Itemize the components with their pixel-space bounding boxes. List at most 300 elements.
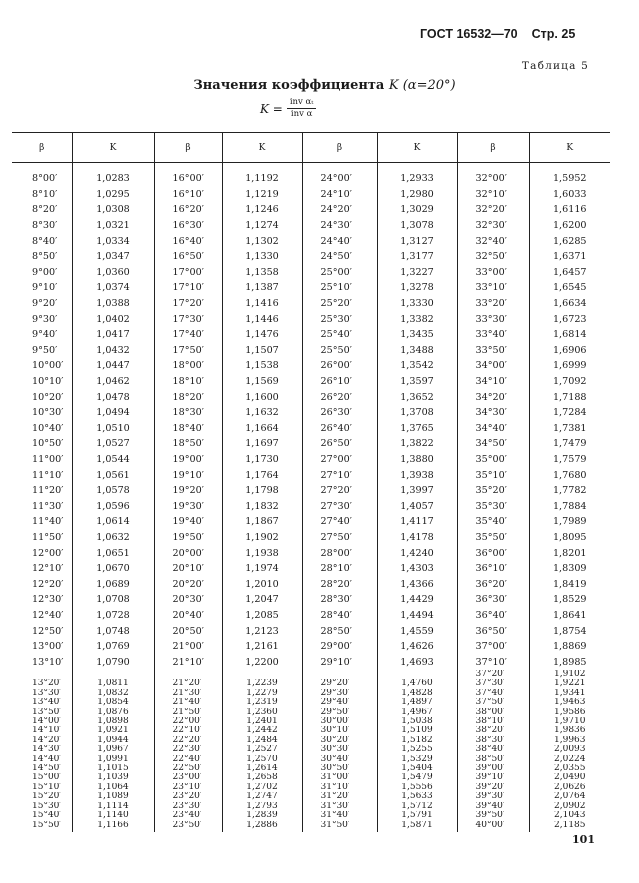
- beta-cell: 12°10′: [32, 563, 64, 575]
- table-row: [12, 530, 610, 546]
- table-row: [12, 421, 610, 437]
- k-value-cell: 1,3542: [377, 358, 457, 374]
- k-value-cell: 1,0708: [72, 592, 154, 608]
- table-row: [12, 623, 610, 639]
- formula: [260, 97, 316, 120]
- beta-cell: 18°40′: [154, 421, 222, 437]
- k-value-cell: 1,1274: [222, 218, 302, 234]
- k-value-cell: 1,6545: [529, 280, 610, 296]
- k-value-cell: 1,3488: [377, 343, 457, 359]
- beta-cell: 11°50′: [32, 531, 64, 543]
- column-header-beta: β: [154, 133, 222, 163]
- k-value-cell: 1,6634: [529, 296, 610, 312]
- beta-cell: 19°00′: [154, 452, 222, 468]
- k-value-cell: 1,0283: [72, 163, 154, 187]
- beta-cell: 10°20′: [32, 391, 64, 403]
- k-value-cell: 1,1764: [222, 467, 302, 483]
- k-value-cell: 1,2980: [377, 187, 457, 203]
- k-value-cell: 1,5038: [377, 717, 457, 726]
- k-value-cell: 1,0578: [72, 483, 154, 499]
- k-value-cell: 2,0902: [529, 802, 610, 811]
- k-value-cell: 1,7782: [529, 483, 610, 499]
- k-value-cell: 1,3652: [377, 389, 457, 405]
- beta-cell: 21°20′: [154, 679, 222, 688]
- beta-cell: 24°20′: [302, 202, 377, 218]
- k-value-cell: 1,6999: [529, 358, 610, 374]
- table-row: [12, 374, 610, 390]
- k-value-cell: 1,3227: [377, 265, 457, 281]
- k-value-cell: 1,0898: [72, 717, 154, 726]
- beta-cell: 8°00′: [32, 173, 58, 185]
- k-value-cell: 1,2614: [222, 764, 302, 773]
- table-row: [12, 689, 610, 698]
- k-value-cell: 1,0544: [72, 452, 154, 468]
- beta-cell: 23°10′: [154, 783, 222, 792]
- page-header: [420, 27, 575, 41]
- table-row: [12, 233, 610, 249]
- table-row: [12, 389, 610, 405]
- k-value-cell: 1,4494: [377, 608, 457, 624]
- beta-cell: 39°40′: [457, 802, 529, 811]
- k-value-cell: 1,2085: [222, 608, 302, 624]
- table-row: [12, 802, 610, 811]
- k-value-cell: 2,1185: [529, 821, 610, 832]
- k-value-cell: 1,2200: [222, 654, 302, 670]
- beta-cell: 34°20′: [457, 389, 529, 405]
- k-value-cell: 1,1938: [222, 545, 302, 561]
- k-value-cell: 1,1446: [222, 311, 302, 327]
- beta-cell: 25°50′: [302, 343, 377, 359]
- beta-cell: 22°40′: [154, 755, 222, 764]
- table-row: [12, 726, 610, 735]
- column-header-k: K: [72, 133, 154, 163]
- beta-cell: 32°50′: [457, 249, 529, 265]
- k-value-cell: 1,3880: [377, 452, 457, 468]
- beta-cell: 32°00′: [457, 163, 529, 187]
- beta-cell: 15°10′: [32, 782, 62, 792]
- k-value-cell: 1,0748: [72, 623, 154, 639]
- beta-cell: 28°10′: [302, 561, 377, 577]
- table-row: [12, 280, 610, 296]
- k-value-cell: 1,5871: [377, 821, 457, 832]
- k-value-cell: 1,0651: [72, 545, 154, 561]
- beta-cell: 17°40′: [154, 327, 222, 343]
- k-value-cell: 1,6116: [529, 202, 610, 218]
- beta-cell: 32°10′: [457, 187, 529, 203]
- beta-cell: 39°30′: [457, 792, 529, 801]
- k-value-cell: 1,0447: [72, 358, 154, 374]
- beta-cell: 40°00′: [457, 821, 529, 832]
- column-header-beta: β: [12, 133, 72, 163]
- beta-cell: 28°30′: [302, 592, 377, 608]
- k-value-cell: 1,3708: [377, 405, 457, 421]
- beta-cell: 38°30′: [457, 736, 529, 745]
- beta-cell: 16°40′: [154, 233, 222, 249]
- k-value-cell: 1,1358: [222, 265, 302, 281]
- beta-cell: 22°00′: [154, 717, 222, 726]
- beta-cell: 17°20′: [154, 296, 222, 312]
- beta-cell: 25°30′: [302, 311, 377, 327]
- k-value-cell: 1,0347: [72, 249, 154, 265]
- beta-cell: [12, 670, 72, 679]
- k-value-cell: 1,5479: [377, 773, 457, 782]
- beta-cell: 18°20′: [154, 389, 222, 405]
- beta-cell: 26°30′: [302, 405, 377, 421]
- table-row: [12, 792, 610, 801]
- k-value-cell: 1,1600: [222, 389, 302, 405]
- k-value-cell: 1,0308: [72, 202, 154, 218]
- beta-cell: 14°40′: [32, 754, 62, 764]
- k-value-cell: 1,1569: [222, 374, 302, 390]
- k-value-cell: 1,4693: [377, 654, 457, 670]
- k-value-cell: 1,1114: [72, 802, 154, 811]
- beta-cell: 32°40′: [457, 233, 529, 249]
- table-title: [0, 78, 639, 93]
- k-value-cell: 1,7188: [529, 389, 610, 405]
- k-value-cell: 1,4760: [377, 679, 457, 688]
- beta-cell: 38°20′: [457, 726, 529, 735]
- table-header-row: [12, 133, 610, 163]
- k-value-cell: 2,0355: [529, 764, 610, 773]
- k-value-cell: 1,0360: [72, 265, 154, 281]
- k-value-cell: 1,8754: [529, 623, 610, 639]
- k-value-cell: 1,2123: [222, 623, 302, 639]
- k-value-cell: [222, 670, 302, 679]
- k-value-cell: 1,1302: [222, 233, 302, 249]
- k-value-cell: 1,3029: [377, 202, 457, 218]
- k-value-cell: 1,1192: [222, 163, 302, 187]
- k-value-cell: 1,5556: [377, 783, 457, 792]
- beta-cell: 15°00′: [32, 773, 62, 783]
- beta-cell: 27°00′: [302, 452, 377, 468]
- k-value-cell: 1,2047: [222, 592, 302, 608]
- k-value-cell: 1,7284: [529, 405, 610, 421]
- beta-cell: 31°20′: [302, 792, 377, 801]
- k-value-cell: 1,1140: [72, 811, 154, 820]
- k-value-cell: 1,5712: [377, 802, 457, 811]
- table-row: [12, 639, 610, 655]
- k-value-cell: 1,2839: [222, 811, 302, 820]
- k-value-cell: 1,0921: [72, 726, 154, 735]
- beta-cell: 13°30′: [32, 688, 62, 698]
- k-value-cell: 1,1387: [222, 280, 302, 296]
- beta-cell: 17°50′: [154, 343, 222, 359]
- beta-cell: 37°00′: [457, 639, 529, 655]
- column-header-beta: β: [302, 133, 377, 163]
- table-row: [12, 358, 610, 374]
- k-value-cell: 1,1039: [72, 773, 154, 782]
- table-row: [12, 811, 610, 820]
- beta-cell: 23°40′: [154, 811, 222, 820]
- table-row: [12, 670, 610, 679]
- k-value-cell: 1,1538: [222, 358, 302, 374]
- k-value-cell: 1,0944: [72, 736, 154, 745]
- table-row: [12, 343, 610, 359]
- k-value-cell: 1,5329: [377, 755, 457, 764]
- formula-fraction: [287, 97, 317, 120]
- beta-cell: 15°40′: [32, 811, 62, 821]
- beta-cell: 36°30′: [457, 592, 529, 608]
- table-row: [12, 773, 610, 782]
- beta-cell: 39°20′: [457, 783, 529, 792]
- k-value-cell: 1,4967: [377, 708, 457, 717]
- beta-cell: 29°30′: [302, 689, 377, 698]
- k-value-cell: 1,5952: [529, 163, 610, 187]
- k-value-cell: 1,7479: [529, 436, 610, 452]
- beta-cell: 37°40′: [457, 689, 529, 698]
- table-row: [12, 783, 610, 792]
- beta-cell: 31°00′: [302, 773, 377, 782]
- k-value-cell: 1,6200: [529, 218, 610, 234]
- table-row: [12, 679, 610, 688]
- k-value-cell: 1,5182: [377, 736, 457, 745]
- beta-cell: 20°30′: [154, 592, 222, 608]
- table-row: [12, 163, 610, 187]
- beta-cell: 12°20′: [32, 578, 64, 590]
- beta-cell: 35°10′: [457, 467, 529, 483]
- beta-cell: 39°10′: [457, 773, 529, 782]
- k-value-cell: 1,0494: [72, 405, 154, 421]
- k-value-cell: 1,2161: [222, 639, 302, 655]
- k-value-cell: 1,2279: [222, 689, 302, 698]
- beta-cell: 13°20′: [32, 679, 62, 689]
- k-value-cell: 1,0388: [72, 296, 154, 312]
- k-value-cell: 1,2527: [222, 745, 302, 754]
- table-label: Таблица 5: [521, 60, 589, 72]
- k-value-cell: 1,4057: [377, 498, 457, 514]
- table-row: [12, 592, 610, 608]
- page-number: 101: [572, 833, 595, 846]
- beta-cell: 33°00′: [457, 265, 529, 281]
- beta-cell: 18°10′: [154, 374, 222, 390]
- k-value-cell: 1,3127: [377, 233, 457, 249]
- k-value-cell: 1,1867: [222, 514, 302, 530]
- beta-cell: 25°00′: [302, 265, 377, 281]
- k-value-cell: 1,3597: [377, 374, 457, 390]
- table-row: [12, 698, 610, 707]
- beta-cell: 18°30′: [154, 405, 222, 421]
- beta-cell: 20°10′: [154, 561, 222, 577]
- k-value-cell: 1,1064: [72, 783, 154, 792]
- beta-cell: 30°30′: [302, 745, 377, 754]
- k-value-cell: 1,0462: [72, 374, 154, 390]
- k-value-cell: 1,8529: [529, 592, 610, 608]
- beta-cell: 34°50′: [457, 436, 529, 452]
- standard-code: ГОСТ 16532—70: [420, 27, 518, 41]
- k-value-cell: 1,2010: [222, 576, 302, 592]
- k-value-cell: 1,7381: [529, 421, 610, 437]
- beta-cell: 21°40′: [154, 698, 222, 707]
- k-value-cell: 1,3078: [377, 218, 457, 234]
- beta-cell: 29°40′: [302, 698, 377, 707]
- beta-cell: 24°50′: [302, 249, 377, 265]
- beta-cell: 37°30′: [457, 679, 529, 688]
- beta-cell: 11°30′: [32, 500, 64, 512]
- table-row: [12, 514, 610, 530]
- beta-cell: 8°40′: [32, 235, 58, 247]
- beta-cell: 8°10′: [32, 188, 58, 200]
- beta-cell: 26°20′: [302, 389, 377, 405]
- beta-cell: 35°00′: [457, 452, 529, 468]
- k-value-cell: 1,3997: [377, 483, 457, 499]
- beta-cell: 13°50′: [32, 707, 62, 717]
- k-value-cell: 1,4429: [377, 592, 457, 608]
- page-label: Стр. 25: [531, 27, 576, 41]
- beta-cell: 36°20′: [457, 576, 529, 592]
- k-value-cell: 1,0417: [72, 327, 154, 343]
- beta-cell: 11°10′: [32, 469, 64, 481]
- beta-cell: 29°00′: [302, 639, 377, 655]
- beta-cell: 25°10′: [302, 280, 377, 296]
- k-value-cell: 1,2570: [222, 755, 302, 764]
- beta-cell: 16°30′: [154, 218, 222, 234]
- beta-cell: 28°40′: [302, 608, 377, 624]
- beta-cell: 8°50′: [32, 251, 58, 263]
- k-value-cell: 1,0689: [72, 576, 154, 592]
- k-value-cell: 1,6285: [529, 233, 610, 249]
- k-value-cell: 1,8201: [529, 545, 610, 561]
- k-value-cell: 1,9836: [529, 726, 610, 735]
- k-value-cell: 1,5109: [377, 726, 457, 735]
- beta-cell: 14°30′: [32, 745, 62, 755]
- formula-lhs: K =: [260, 101, 283, 116]
- beta-cell: 26°10′: [302, 374, 377, 390]
- beta-cell: 35°50′: [457, 530, 529, 546]
- beta-cell: 32°30′: [457, 218, 529, 234]
- table-row: [12, 821, 610, 832]
- beta-cell: 12°50′: [32, 625, 64, 637]
- k-value-cell: [377, 670, 457, 679]
- beta-cell: 29°50′: [302, 708, 377, 717]
- beta-cell: 24°00′: [302, 163, 377, 187]
- k-value-cell: 1,2319: [222, 698, 302, 707]
- k-value-cell: 1,1166: [72, 821, 154, 832]
- k-value-cell: 1,0670: [72, 561, 154, 577]
- beta-cell: 15°50′: [32, 820, 62, 830]
- k-value-cell: 1,0510: [72, 421, 154, 437]
- k-value-cell: 1,3330: [377, 296, 457, 312]
- k-value-cell: 1,4178: [377, 530, 457, 546]
- beta-cell: 9°00′: [32, 266, 58, 278]
- k-value-cell: 1,4117: [377, 514, 457, 530]
- beta-cell: 11°20′: [32, 485, 64, 497]
- k-value-cell: 1,0432: [72, 343, 154, 359]
- beta-cell: 35°30′: [457, 498, 529, 514]
- beta-cell: 33°10′: [457, 280, 529, 296]
- table-row: [12, 483, 610, 499]
- beta-cell: 9°20′: [32, 298, 58, 310]
- k-value-cell: 1,7092: [529, 374, 610, 390]
- table-row: [12, 202, 610, 218]
- k-value-cell: 1,2886: [222, 821, 302, 832]
- k-value-cell: 1,0614: [72, 514, 154, 530]
- table-row: [12, 745, 610, 754]
- beta-cell: 37°10′: [457, 654, 529, 670]
- beta-cell: 14°10′: [32, 726, 62, 736]
- beta-cell: 20°00′: [154, 545, 222, 561]
- k-value-cell: 1,0876: [72, 708, 154, 717]
- beta-cell: 38°50′: [457, 755, 529, 764]
- beta-cell: 21°30′: [154, 689, 222, 698]
- column-header-k: K: [377, 133, 457, 163]
- beta-cell: 14°20′: [32, 735, 62, 745]
- k-value-cell: 1,2360: [222, 708, 302, 717]
- beta-cell: 37°50′: [457, 698, 529, 707]
- k-value-cell: 1,0374: [72, 280, 154, 296]
- beta-cell: 32°20′: [457, 202, 529, 218]
- beta-cell: 31°10′: [302, 783, 377, 792]
- beta-cell: 14°00′: [32, 717, 62, 727]
- k-value-cell: 1,3435: [377, 327, 457, 343]
- k-value-cell: 1,3278: [377, 280, 457, 296]
- k-value-cell: 1,9963: [529, 736, 610, 745]
- beta-cell: 14°50′: [32, 764, 62, 774]
- beta-cell: 20°20′: [154, 576, 222, 592]
- table-row: [12, 561, 610, 577]
- k-value-cell: 1,6723: [529, 311, 610, 327]
- k-value-cell: 1,1089: [72, 792, 154, 801]
- table-row: [12, 218, 610, 234]
- table-row: [12, 405, 610, 421]
- k-value-cell: 1,1832: [222, 498, 302, 514]
- beta-cell: 35°40′: [457, 514, 529, 530]
- beta-cell: 16°10′: [154, 187, 222, 203]
- beta-cell: 34°30′: [457, 405, 529, 421]
- k-value-cell: 1,0295: [72, 187, 154, 203]
- title-text: Значения коэффициента: [193, 78, 385, 93]
- beta-cell: 21°00′: [154, 639, 222, 655]
- beta-cell: 20°40′: [154, 608, 222, 624]
- beta-cell: 26°40′: [302, 421, 377, 437]
- beta-cell: 28°50′: [302, 623, 377, 639]
- beta-cell: 10°30′: [32, 407, 64, 419]
- beta-cell: 11°40′: [32, 516, 64, 528]
- beta-cell: 19°30′: [154, 498, 222, 514]
- table-row: [12, 576, 610, 592]
- k-value-cell: 1,4828: [377, 689, 457, 698]
- k-value-cell: 2,0490: [529, 773, 610, 782]
- beta-cell: [154, 670, 222, 679]
- coefficient-table: [12, 132, 610, 832]
- beta-cell: 9°30′: [32, 313, 58, 325]
- beta-cell: 16°50′: [154, 249, 222, 265]
- beta-cell: 21°10′: [154, 654, 222, 670]
- k-value-cell: 1,0811: [72, 679, 154, 688]
- k-value-cell: 1,1974: [222, 561, 302, 577]
- beta-cell: 38°40′: [457, 745, 529, 754]
- title-symbol: K (α=20°): [388, 78, 456, 93]
- beta-cell: 18°00′: [154, 358, 222, 374]
- k-value-cell: 1,1664: [222, 421, 302, 437]
- beta-cell: 23°30′: [154, 802, 222, 811]
- beta-cell: 27°30′: [302, 498, 377, 514]
- k-value-cell: 1,0728: [72, 608, 154, 624]
- beta-cell: 26°50′: [302, 436, 377, 452]
- k-value-cell: 1,8419: [529, 576, 610, 592]
- k-value-cell: 2,0224: [529, 755, 610, 764]
- k-value-cell: 1,0967: [72, 745, 154, 754]
- beta-cell: 28°20′: [302, 576, 377, 592]
- k-value-cell: 1,5255: [377, 745, 457, 754]
- beta-cell: 29°20′: [302, 679, 377, 688]
- table-row: [12, 736, 610, 745]
- beta-cell: 16°20′: [154, 202, 222, 218]
- beta-cell: 15°30′: [32, 801, 62, 811]
- beta-cell: 37°20′: [457, 670, 529, 679]
- k-value-cell: 1,2484: [222, 736, 302, 745]
- k-value-cell: 1,6033: [529, 187, 610, 203]
- k-value-cell: 1,0991: [72, 755, 154, 764]
